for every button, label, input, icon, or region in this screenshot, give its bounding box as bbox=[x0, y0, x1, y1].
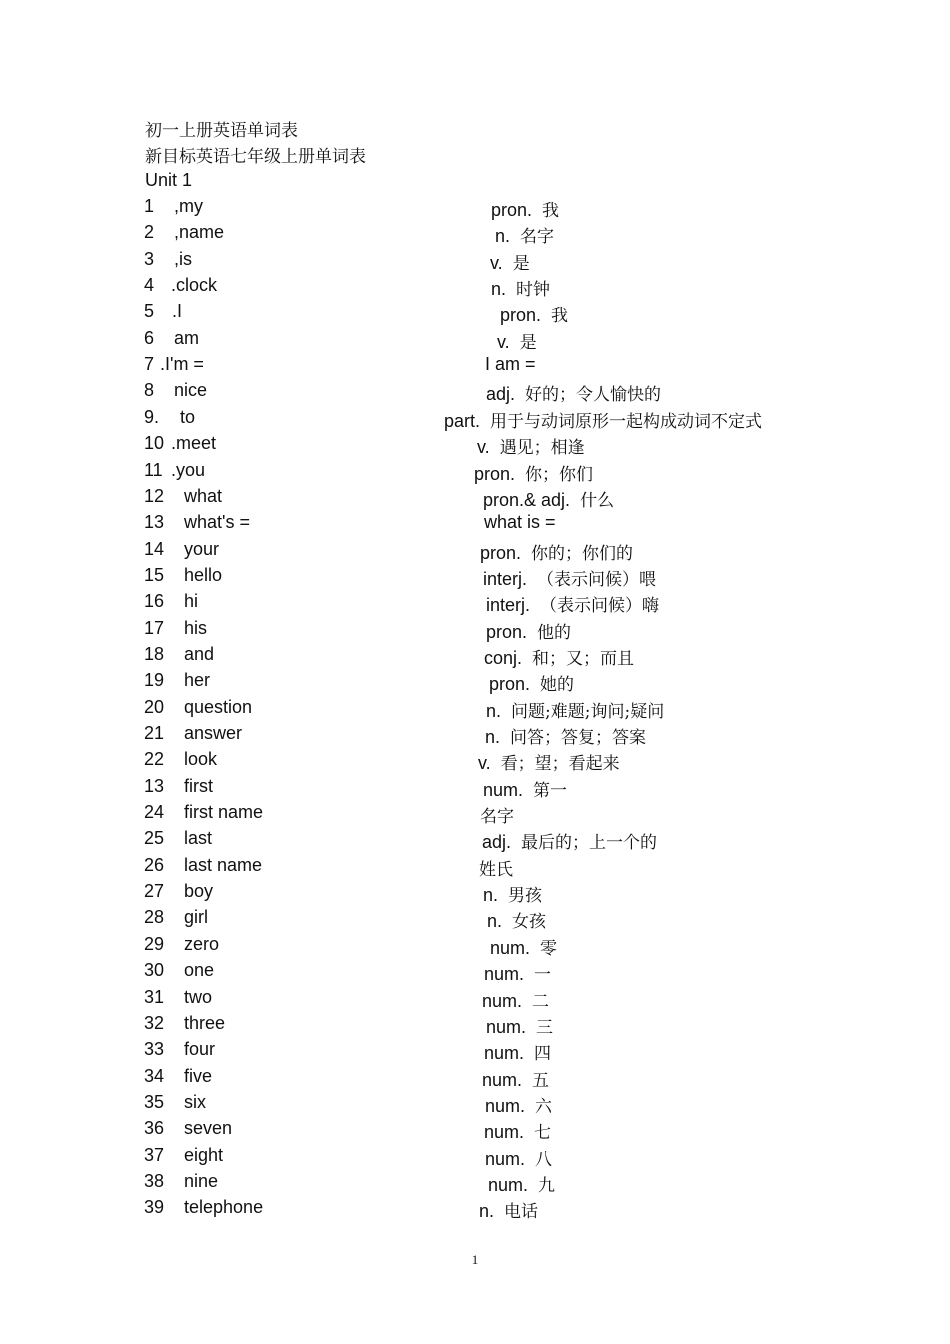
entry-part-of-speech: n. bbox=[485, 727, 501, 747]
list-item bbox=[0, 222, 950, 248]
entry-part-of-speech: pron.& adj. bbox=[483, 489, 571, 510]
list-item bbox=[0, 855, 950, 881]
entry-number: 28 bbox=[144, 907, 165, 928]
entry-word: one bbox=[184, 960, 215, 981]
entry-number: 16 bbox=[144, 591, 165, 612]
entry-number: 18 bbox=[144, 643, 165, 664]
entry-part-of-speech: adj. bbox=[482, 832, 512, 853]
entry-part-of-speech: n. bbox=[486, 700, 502, 721]
entry-definition bbox=[482, 1066, 549, 1091]
entry-number: 19 bbox=[144, 670, 165, 691]
entry-part-of-speech: adj. bbox=[486, 384, 516, 405]
entry-definition bbox=[486, 1013, 553, 1038]
list-item bbox=[0, 881, 950, 907]
entry-meaning: 你的；你们的 bbox=[531, 543, 634, 564]
entry-meaning: 问答；答复；答案 bbox=[510, 728, 647, 748]
entry-part-of-speech: num. bbox=[488, 1174, 529, 1195]
entry-part-of-speech: what is = bbox=[484, 512, 556, 533]
list-item bbox=[0, 934, 950, 960]
entry-part-of-speech: pron. bbox=[480, 542, 522, 563]
list-item bbox=[0, 1066, 950, 1092]
entry-word: what's = bbox=[184, 512, 250, 533]
entry-meaning: 是 bbox=[512, 253, 530, 274]
entry-part-of-speech: v. bbox=[497, 331, 510, 352]
entry-number: 10 bbox=[144, 433, 165, 454]
list-item bbox=[0, 644, 950, 670]
entry-word: two bbox=[184, 986, 213, 1007]
entry-definition bbox=[484, 1118, 551, 1143]
entry-word: ,my bbox=[174, 196, 203, 216]
list-item bbox=[0, 565, 950, 591]
entry-definition bbox=[485, 723, 646, 748]
entry-number: 29 bbox=[144, 933, 165, 954]
entry-number: 12 bbox=[144, 485, 165, 506]
entry-definition bbox=[489, 670, 574, 695]
entry-word: .I bbox=[172, 301, 183, 322]
entry-meaning: 名字 bbox=[520, 227, 555, 248]
entry-part-of-speech: v. bbox=[477, 437, 490, 458]
entry-definition bbox=[490, 934, 557, 959]
list-item bbox=[0, 301, 950, 327]
list-item bbox=[0, 1039, 950, 1065]
entry-definition bbox=[486, 591, 659, 616]
entry-definition bbox=[500, 301, 568, 326]
entry-part-of-speech: num. bbox=[484, 1043, 525, 1064]
list-item bbox=[0, 907, 950, 933]
entry-definition bbox=[485, 354, 536, 375]
entry-word: his bbox=[184, 617, 208, 638]
entry-meaning: 八 bbox=[535, 1149, 553, 1170]
entry-word: first name bbox=[184, 802, 264, 823]
entry-word: .clock bbox=[171, 275, 218, 296]
entry-meaning: 男孩 bbox=[508, 886, 543, 907]
entry-part-of-speech: pron. bbox=[474, 463, 516, 484]
list-item bbox=[0, 354, 950, 380]
entry-meaning: 什么 bbox=[580, 490, 615, 511]
list-item bbox=[0, 486, 950, 512]
entry-meaning: 我 bbox=[551, 306, 569, 327]
entry-meaning: 九 bbox=[538, 1175, 556, 1196]
entry-definition bbox=[484, 512, 556, 533]
doc-subtitle: 新目标英语七年级上册单词表 bbox=[145, 147, 366, 167]
entry-definition bbox=[485, 1092, 552, 1117]
entry-number: 5 bbox=[144, 301, 155, 322]
entry-part-of-speech: interj. bbox=[483, 568, 528, 589]
entry-part-of-speech: n. bbox=[483, 885, 499, 906]
entry-definition bbox=[485, 1145, 552, 1170]
entry-number: 21 bbox=[144, 723, 165, 743]
entry-part-of-speech: part. bbox=[444, 410, 481, 431]
list-item bbox=[0, 328, 950, 354]
entry-part-of-speech: num. bbox=[490, 937, 531, 958]
entry-word: six bbox=[184, 1091, 206, 1112]
entry-meaning: 和；又；而且 bbox=[532, 648, 635, 669]
entry-meaning: 五 bbox=[532, 1070, 550, 1091]
entry-meaning: 六 bbox=[535, 1096, 553, 1117]
entry-meaning: 零 bbox=[540, 938, 558, 959]
entry-number: 38 bbox=[144, 1170, 165, 1191]
entry-number: 24 bbox=[144, 802, 165, 823]
entry-definition bbox=[491, 275, 550, 300]
entry-definition bbox=[483, 881, 542, 906]
entry-meaning: 问题;难题;询问;疑问 bbox=[511, 701, 665, 722]
entry-definition bbox=[484, 960, 551, 985]
entry-number: 30 bbox=[144, 960, 165, 981]
entry-number: 13 bbox=[144, 512, 165, 533]
entry-word: eight bbox=[184, 1144, 224, 1165]
entry-meaning: 我 bbox=[542, 201, 560, 221]
entry-definition bbox=[486, 380, 661, 405]
entry-word: hello bbox=[184, 564, 223, 585]
entry-number: 39 bbox=[144, 1197, 165, 1218]
entry-part-of-speech: interj. bbox=[486, 595, 531, 616]
entry-part-of-speech: pron. bbox=[491, 200, 533, 220]
entry-definition bbox=[477, 433, 585, 458]
list-item bbox=[0, 1013, 950, 1039]
entry-part-of-speech: n. bbox=[491, 279, 507, 300]
list-item bbox=[0, 512, 950, 538]
list-item bbox=[0, 275, 950, 301]
entry-number: 34 bbox=[144, 1065, 165, 1086]
entry-definition bbox=[483, 565, 656, 590]
entry-number: 14 bbox=[144, 538, 165, 559]
entry-part-of-speech: n. bbox=[479, 1201, 495, 1222]
entry-definition bbox=[482, 828, 657, 853]
entry-word: .meet bbox=[171, 433, 217, 454]
entry-meaning: 七 bbox=[534, 1123, 552, 1144]
entry-meaning: （表示问候）嗨 bbox=[540, 596, 660, 617]
entry-definition bbox=[483, 776, 567, 801]
entry-number: 6 bbox=[144, 327, 155, 348]
entry-definition bbox=[495, 222, 554, 247]
list-item bbox=[0, 539, 950, 565]
entry-number: 36 bbox=[144, 1118, 165, 1139]
entry-number: 31 bbox=[144, 986, 165, 1007]
list-item bbox=[0, 618, 950, 644]
entry-part-of-speech: v. bbox=[478, 753, 491, 774]
entry-word: telephone bbox=[184, 1197, 264, 1218]
list-item bbox=[0, 828, 950, 854]
entry-number: 32 bbox=[144, 1012, 165, 1033]
entry-definition bbox=[474, 460, 593, 485]
page-number: 1 bbox=[471, 1252, 479, 1267]
entry-definition bbox=[483, 486, 614, 511]
entry-word: her bbox=[184, 670, 211, 691]
entry-meaning: 女孩 bbox=[512, 912, 547, 933]
entry-meaning: 二 bbox=[532, 991, 550, 1012]
list-item bbox=[0, 1145, 950, 1171]
entry-part-of-speech: pron. bbox=[486, 621, 528, 642]
entry-part-of-speech: num. bbox=[486, 1016, 527, 1037]
list-item bbox=[0, 776, 950, 802]
entry-part-of-speech: I am = bbox=[485, 354, 536, 375]
entry-part-of-speech: num. bbox=[483, 779, 524, 800]
entry-part-of-speech: v. bbox=[490, 252, 503, 273]
list-item bbox=[0, 1092, 950, 1118]
entry-meaning: 姓氏 bbox=[479, 859, 513, 880]
list-item bbox=[0, 591, 950, 617]
entry-meaning: 遇见；相逢 bbox=[499, 438, 585, 459]
entry-meaning: 看；望；看起来 bbox=[500, 754, 620, 775]
entry-number: 15 bbox=[144, 564, 165, 585]
entry-number: 35 bbox=[144, 1091, 165, 1112]
entry-definition bbox=[444, 407, 762, 432]
entry-meaning: 是 bbox=[519, 332, 537, 353]
entry-definition bbox=[488, 1171, 555, 1196]
list-item bbox=[0, 697, 950, 723]
entry-number: 8 bbox=[144, 380, 155, 401]
entry-number: 25 bbox=[144, 828, 165, 849]
entry-word: nine bbox=[184, 1170, 219, 1191]
entry-number: 11 bbox=[144, 459, 163, 480]
entry-definition bbox=[480, 802, 514, 827]
entry-word: answer bbox=[184, 723, 243, 743]
entry-part-of-speech: num. bbox=[482, 1069, 523, 1090]
entry-part-of-speech: n. bbox=[487, 911, 503, 932]
entry-word: ,is bbox=[174, 248, 192, 269]
entry-meaning: 她的 bbox=[540, 675, 575, 696]
entry-number: 26 bbox=[144, 854, 165, 875]
entry-number: 27 bbox=[144, 881, 165, 902]
entry-definition bbox=[478, 749, 620, 774]
entry-meaning: 三 bbox=[536, 1017, 554, 1038]
entry-meaning: 一 bbox=[534, 965, 552, 986]
entry-word: .I'm = bbox=[160, 354, 204, 375]
entry-number: 17 bbox=[144, 617, 165, 638]
entry-meaning: 他的 bbox=[537, 622, 572, 643]
entry-definition bbox=[479, 855, 513, 880]
entry-meaning: 名字 bbox=[480, 807, 514, 828]
entry-definition bbox=[491, 196, 559, 221]
entry-part-of-speech: num. bbox=[484, 964, 525, 985]
entry-word: three bbox=[184, 1012, 226, 1033]
entry-word: .you bbox=[171, 459, 206, 480]
list-item bbox=[0, 380, 950, 406]
entry-number: 4 bbox=[144, 275, 155, 296]
list-item bbox=[0, 407, 950, 433]
list-item bbox=[0, 960, 950, 986]
entry-meaning: 电话 bbox=[504, 1202, 539, 1223]
list-item bbox=[0, 802, 950, 828]
list-item bbox=[0, 460, 950, 486]
entry-part-of-speech: num. bbox=[482, 990, 523, 1011]
entry-word: to bbox=[180, 406, 196, 427]
entry-word: question bbox=[184, 696, 253, 717]
entry-number: 13 bbox=[144, 775, 165, 796]
entry-word: look bbox=[184, 749, 218, 770]
entry-word: five bbox=[184, 1065, 213, 1086]
entry-part-of-speech: pron. bbox=[500, 305, 542, 326]
entry-meaning: 你；你们 bbox=[525, 464, 594, 485]
list-item bbox=[0, 1171, 950, 1197]
entry-word: your bbox=[184, 538, 220, 559]
entry-word: first bbox=[184, 775, 213, 796]
entry-part-of-speech: pron. bbox=[489, 674, 531, 695]
entry-number: 3 bbox=[144, 248, 155, 269]
entry-part-of-speech: num. bbox=[485, 1148, 526, 1169]
doc-title: 初一上册英语单词表 bbox=[145, 121, 298, 141]
list-item bbox=[0, 249, 950, 275]
entry-word: girl bbox=[184, 907, 209, 928]
entry-meaning: 用于与动词原形一起构成动词不定式 bbox=[490, 411, 763, 432]
entry-word: seven bbox=[184, 1118, 233, 1139]
entry-number: 2 bbox=[144, 222, 155, 243]
entry-part-of-speech: conj. bbox=[484, 647, 523, 668]
entry-definition bbox=[484, 644, 634, 669]
entry-word: last name bbox=[184, 854, 263, 875]
list-item bbox=[0, 749, 950, 775]
entry-word: last bbox=[184, 828, 213, 849]
list-item bbox=[0, 670, 950, 696]
entry-number: 9. bbox=[144, 406, 160, 427]
entry-meaning: 第一 bbox=[533, 780, 568, 801]
entry-number: 7 bbox=[144, 354, 155, 375]
list-item bbox=[0, 987, 950, 1013]
entry-definition bbox=[486, 697, 664, 722]
entry-word: nice bbox=[174, 380, 208, 401]
entry-word: four bbox=[184, 1039, 216, 1060]
list-item bbox=[0, 1118, 950, 1144]
entry-definition bbox=[486, 618, 571, 643]
entry-word: and bbox=[184, 643, 215, 664]
entry-number: 20 bbox=[144, 696, 165, 717]
entry-number: 1 bbox=[144, 196, 155, 216]
entry-number: 37 bbox=[144, 1144, 165, 1165]
unit-heading: Unit 1 bbox=[145, 170, 193, 190]
list-item bbox=[0, 433, 950, 459]
entry-part-of-speech: num. bbox=[484, 1122, 525, 1143]
entry-word: zero bbox=[184, 933, 220, 954]
entry-meaning: 最后的；上一个的 bbox=[521, 833, 658, 854]
entry-word: am bbox=[174, 327, 200, 348]
entry-meaning: （表示问候）喂 bbox=[537, 569, 657, 590]
entry-definition bbox=[487, 907, 546, 932]
entry-number: 22 bbox=[144, 749, 165, 770]
entry-number: 33 bbox=[144, 1039, 165, 1060]
entry-part-of-speech: n. bbox=[495, 226, 511, 247]
entry-definition bbox=[480, 539, 633, 564]
list-item bbox=[0, 196, 950, 222]
entry-part-of-speech: num. bbox=[485, 1095, 526, 1116]
entry-word: ,name bbox=[174, 222, 225, 243]
entry-meaning: 好的；令人愉快的 bbox=[525, 385, 662, 406]
list-item bbox=[0, 723, 950, 749]
entry-definition bbox=[479, 1197, 538, 1222]
entry-definition bbox=[484, 1039, 551, 1064]
entry-meaning: 四 bbox=[534, 1044, 552, 1065]
entry-definition bbox=[497, 328, 537, 353]
list-item bbox=[0, 1197, 950, 1223]
entry-word: hi bbox=[184, 591, 199, 612]
entry-definition bbox=[490, 249, 530, 274]
entry-meaning: 时钟 bbox=[516, 280, 551, 301]
entry-word: what bbox=[184, 485, 223, 506]
entry-word: boy bbox=[184, 881, 214, 902]
entry-definition bbox=[482, 987, 549, 1012]
